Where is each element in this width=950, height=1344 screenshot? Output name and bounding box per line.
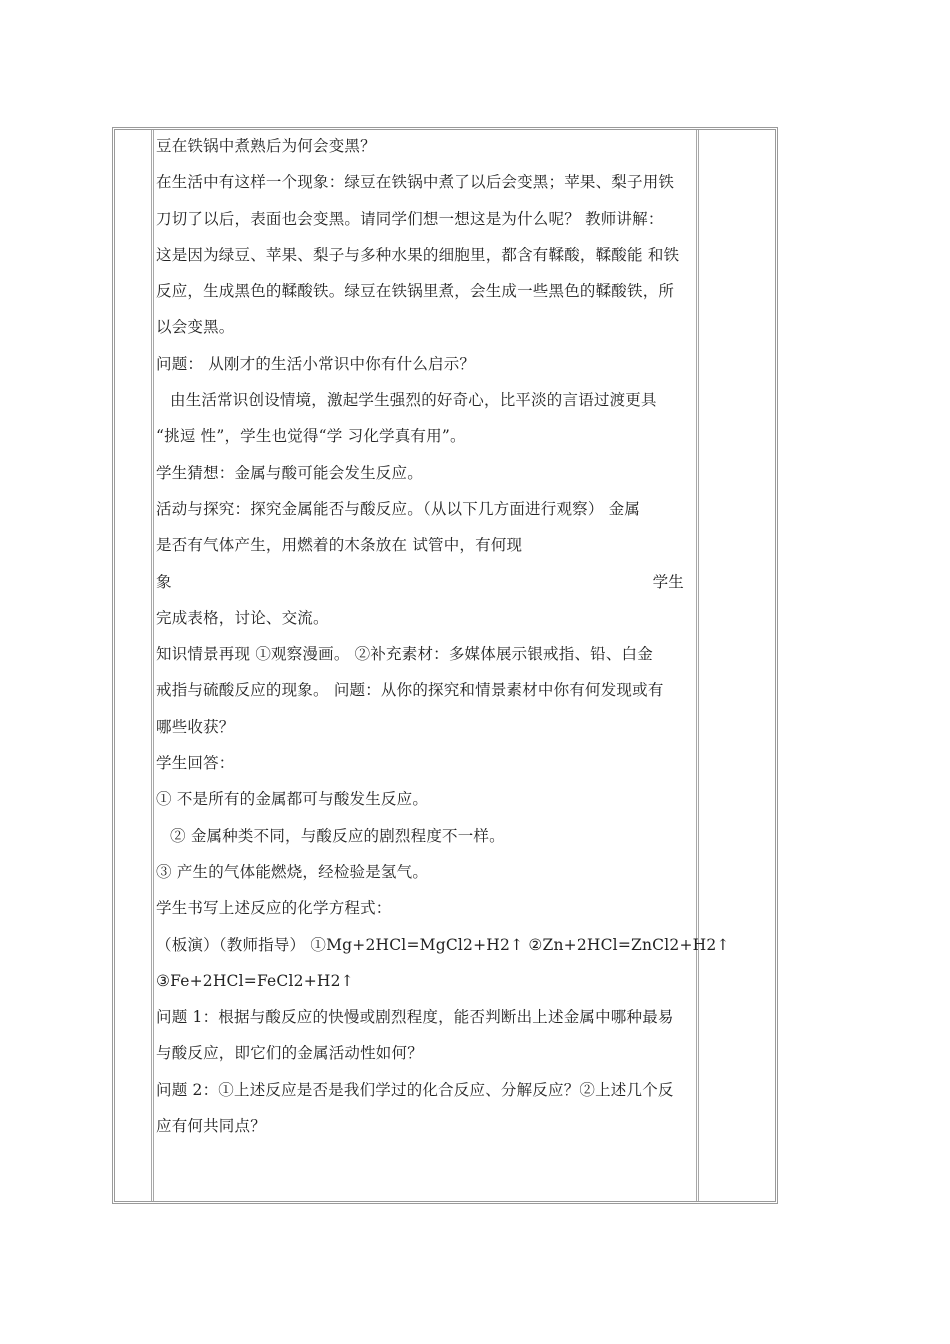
- text-line: 在生活中有这样一个现象：绿豆在铁锅中煮了以后会变黑；苹果、梨子用铁: [156, 173, 675, 192]
- text-line: 是否有气体产生，用燃着的木条放在 试管中，有何现: [156, 536, 523, 555]
- text-line: 戒指与硫酸反应的现象。 问题：从你的探究和情景素材中你有何发现或有: [156, 681, 664, 700]
- text-line: 豆在铁锅中煮熟后为何会变黑？: [156, 137, 376, 155]
- text-line: （板演）（教师指导） ①Mg+2HCl=MgCl2+H2↑ ②Zn+2HCl=ZnCl2+H2↑: [156, 935, 730, 954]
- text-line: 问题 2：①上述反应是否是我们学过的化合反应、分解反应？②上述几个反: [156, 1080, 674, 1099]
- text-line: 活动与探究：探究金属能否与酸反应。（从以下几方面进行观察） 金属: [156, 499, 641, 518]
- text-line: ① 不是所有的金属都可与酸发生反应。: [156, 790, 429, 809]
- text-line: 完成表格，讨论、交流。: [156, 608, 329, 627]
- text-line: 学生书写上述反应的化学方程式：: [156, 899, 392, 918]
- split-line-right: 学生: [652, 572, 684, 591]
- text-line: 哪些收获？: [156, 717, 235, 736]
- text-line: 由生活常识创设情境，激起学生强烈的好奇心，比平淡的言语过渡更具: [170, 391, 657, 410]
- text-line: 以会变黑。: [156, 318, 235, 337]
- text-line: 问题： 从刚才的生活小常识中你有什么启示？: [156, 354, 476, 373]
- text-line: ③Fe+2HCl=FeCl2+H2↑: [156, 971, 354, 990]
- text-line: ③ 产生的气体能燃烧，经检验是氢气。: [156, 862, 429, 881]
- text-line: 这是因为绿豆、苹果、梨子与多种水果的细胞里，都含有鞣酸，鞣酸能 和铁: [156, 245, 680, 264]
- text-line: “挑逗 性”，学生也觉得“学 习化学真有用”。: [156, 427, 466, 446]
- text-line: 知识情景再现 ①观察漫画。 ②补充素材：多媒体展示银戒指、铅、白金: [156, 645, 653, 664]
- text-line: ② 金属种类不同，与酸反应的剧烈程度不一样。: [170, 826, 505, 845]
- text-line: 学生回答：: [156, 754, 235, 773]
- text-line: 问题 1：根据与酸反应的快慢或剧烈程度，能否判断出上述金属中哪种最易: [156, 1008, 674, 1027]
- text-line: 应有何共同点？: [156, 1117, 266, 1136]
- text-line: 与酸反应，即它们的金属活动性如何？: [156, 1044, 423, 1063]
- text-line: 反应，生成黑色的鞣酸铁。绿豆在铁锅里煮，会生成一些黑色的鞣酸铁，所: [156, 282, 675, 301]
- text-line: 学生猜想：金属与酸可能会发生反应。: [156, 463, 423, 482]
- split-text-line: [156, 564, 698, 600]
- split-line-left: 象: [156, 572, 172, 591]
- text-line: 刀切了以后，表面也会变黑。请同学们想一想这是为什么呢？ 教师讲解：: [156, 209, 664, 228]
- lesson-content-cell: [156, 128, 730, 1144]
- table-column-divider-left: [151, 130, 154, 1201]
